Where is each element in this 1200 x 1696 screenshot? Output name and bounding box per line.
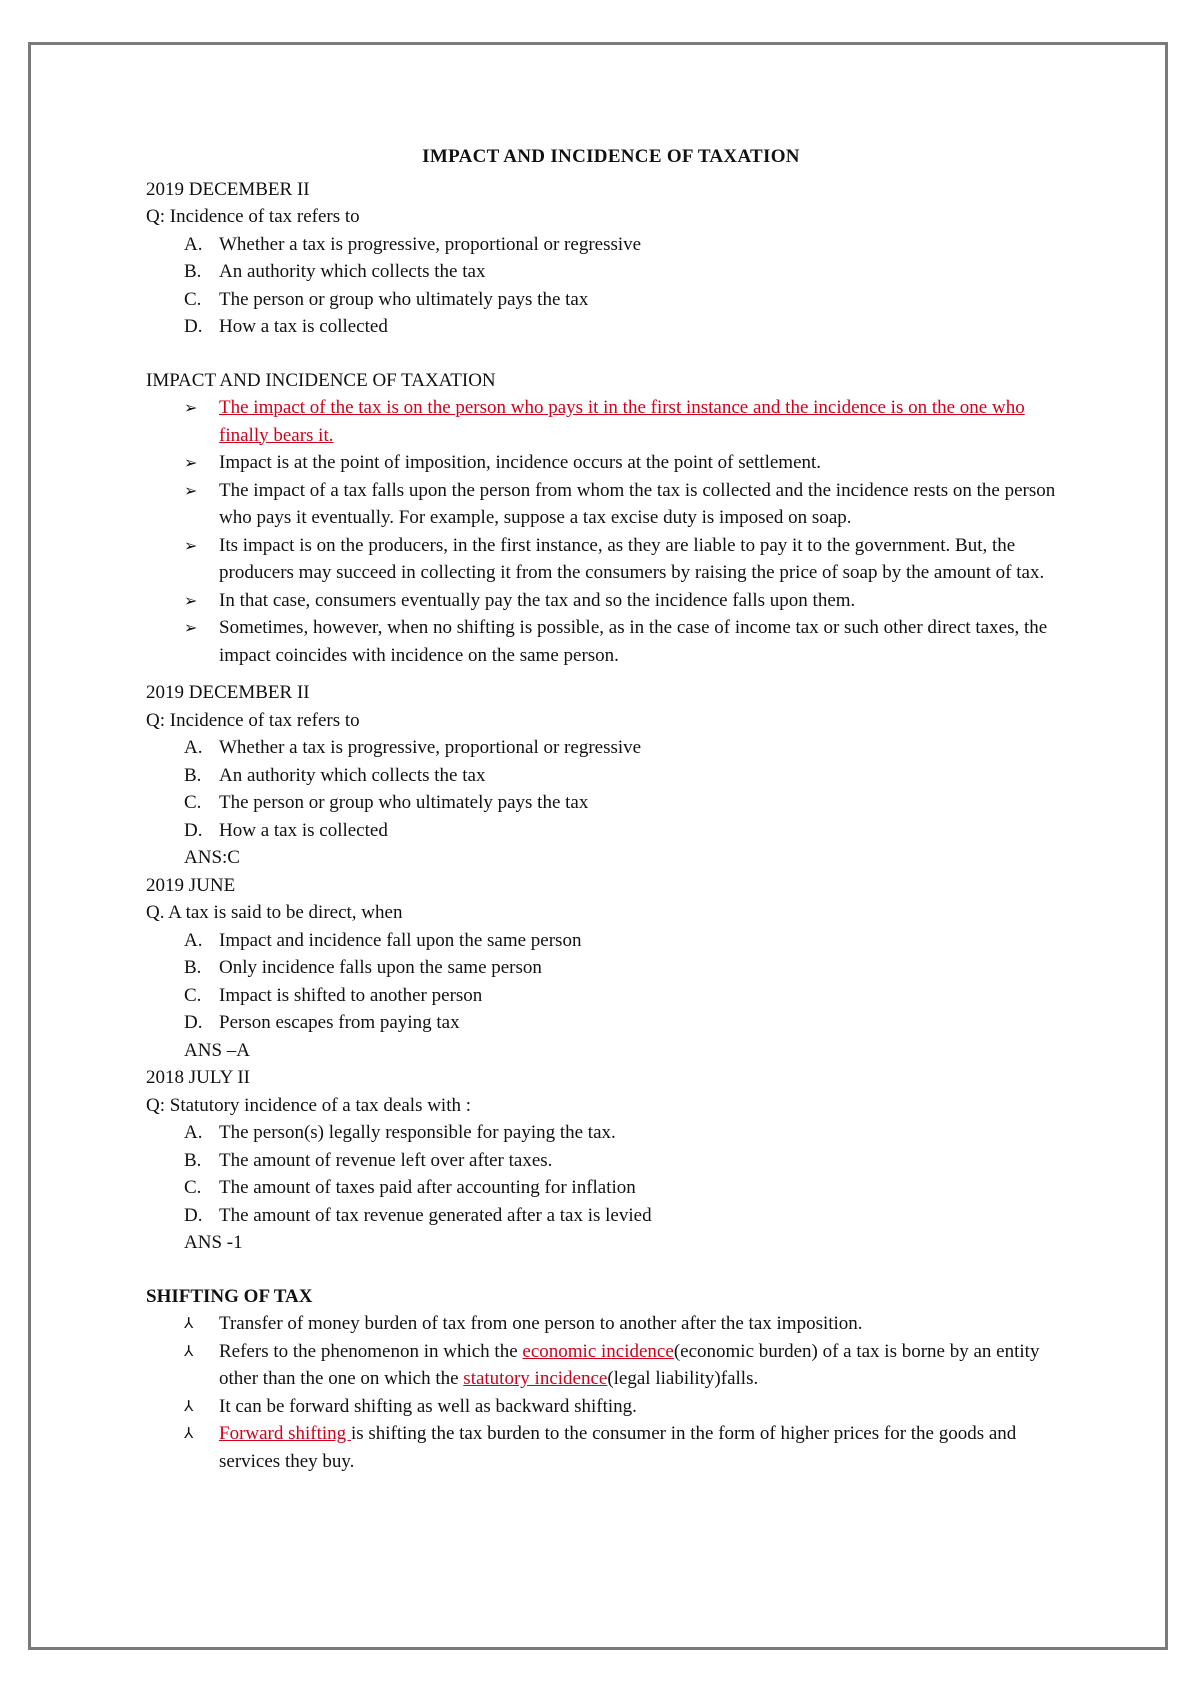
bullet-item (146, 1393, 1076, 1421)
option-b (146, 954, 1076, 982)
option-text: Whether a tax is progressive, proportional or regressive (219, 233, 642, 255)
arrowhead-bullet-icon: ➢ (184, 618, 198, 637)
section-heading: SHIFTING OF TAX (146, 1285, 313, 1307)
bullet-item (146, 1310, 1076, 1338)
option-letter: C. (184, 1177, 202, 1198)
bullet-text: The impact of a tax falls upon the person from whom the tax is collected and the incidence rests on the person who pays it eventually. For example, suppose a tax excise duty is imposed on soap. (219, 479, 1056, 528)
bullet-item (146, 1420, 1076, 1475)
option-text: The person or group who ultimately pays the tax (219, 288, 589, 310)
question-text: Q: Statutory incidence of a tax deals with : (146, 1094, 472, 1116)
bullet-text-part: (legal liability)falls. (607, 1368, 759, 1389)
bullet-text: It can be forward shifting as well as backward shifting. (219, 1395, 637, 1417)
option-letter: D. (184, 819, 203, 841)
option-letter: D. (184, 1012, 203, 1033)
bullet-item (146, 394, 1076, 449)
option-text: Person escapes from paying tax (219, 1012, 460, 1033)
bullet-text (219, 1338, 1076, 1393)
bullet-text: Its impact is on the producers, in the first instance, as they are liable to pay it to the government. But, the producers may succeed in collecting it from the consumers by raising the price of soap by the amount of tax. (219, 534, 1045, 583)
bullet-text-part: (economic burden) of a tax is borne by an entity other than the one on which the (219, 1340, 1040, 1389)
option-text: Impact and incidence fall upon the same person (219, 929, 582, 951)
statutory-incidence-link[interactable]: statutory incidence (463, 1368, 608, 1389)
option-text: Only incidence falls upon the same person (219, 957, 542, 978)
question-year: 2019 DECEMBER II (146, 178, 310, 200)
option-text: The person(s) legally responsible for paying the tax. (219, 1122, 616, 1143)
option-a (146, 734, 1076, 762)
arrowhead-bullet-icon: ➢ (184, 535, 198, 555)
option-letter: C. (184, 288, 202, 310)
question-year: 2018 JULY II (146, 1067, 250, 1088)
economic-incidence-link[interactable]: economic incidence (522, 1340, 674, 1362)
option-c (146, 286, 1076, 314)
page-title: IMPACT AND INCIDENCE OF TAXATION (422, 146, 800, 167)
option-text: How a tax is collected (219, 819, 388, 841)
bullet-item (146, 449, 1076, 477)
question-text: Q: Incidence of tax refers to (146, 206, 360, 227)
option-b (146, 258, 1076, 286)
option-a (146, 1119, 1076, 1147)
tripod-bullet-icon: ⅄ (184, 1341, 194, 1360)
forward-shifting-link[interactable]: Forward shifting (219, 1423, 351, 1444)
option-text: Whether a tax is progressive, proportional or regressive (219, 737, 642, 758)
bullet-item (146, 587, 1076, 615)
option-text: An authority which collects the tax (219, 261, 486, 282)
option-c (146, 982, 1076, 1010)
option-letter: A. (184, 1122, 203, 1143)
option-letter: C. (184, 984, 202, 1006)
option-letter: D. (184, 1204, 203, 1226)
question-text: Q: Incidence of tax refers to (146, 709, 360, 731)
document-body (146, 143, 1076, 1475)
bullet-item (146, 477, 1076, 532)
option-letter: B. (184, 957, 202, 978)
tripod-bullet-icon: ⅄ (184, 1314, 194, 1332)
option-text: The person or group who ultimately pays the tax (219, 792, 589, 813)
option-d (146, 1009, 1076, 1037)
bullet-text: Transfer of money burden of tax from one person to another after the tax imposition. (219, 1313, 863, 1334)
tripod-bullet-icon: ⅄ (184, 1424, 194, 1442)
option-text: The amount of tax revenue generated after a tax is levied (219, 1204, 652, 1226)
option-d (146, 313, 1076, 341)
option-text: How a tax is collected (219, 316, 388, 337)
bullet-item (146, 532, 1076, 587)
bullet-text-part: Refers to the phenomenon in which the (219, 1340, 523, 1362)
option-letter: A. (184, 233, 203, 255)
option-letter: C. (184, 792, 202, 813)
arrowhead-bullet-icon: ➢ (184, 480, 198, 500)
option-a (146, 231, 1076, 259)
impact-bullet-list (146, 394, 1076, 669)
arrowhead-bullet-icon: ➢ (184, 590, 198, 610)
arrowhead-bullet-icon: ➢ (184, 453, 198, 472)
question-year: 2019 JUNE (146, 874, 236, 896)
arrowhead-bullet-icon: ➢ (184, 398, 198, 417)
bullet-text: Sometimes, however, when no shifting is possible, as in the case of income tax or such other direct taxes, the impact coincides with incidence on the same person. (219, 617, 1048, 666)
tripod-bullet-icon: ⅄ (184, 1396, 194, 1415)
option-d (146, 817, 1076, 845)
option-text: An authority which collects the tax (219, 764, 486, 786)
option-d (146, 1202, 1076, 1230)
bullet-text: Impact is at the point of imposition, incidence occurs at the point of settlement. (219, 452, 822, 473)
option-text: The amount of taxes paid after accounting for inflation (219, 1177, 636, 1198)
option-letter: D. (184, 316, 203, 337)
question-year: 2019 DECEMBER II (146, 682, 310, 703)
option-letter: B. (184, 1149, 202, 1171)
option-a (146, 927, 1076, 955)
bullet-text (219, 1420, 1076, 1475)
bullet-item (146, 1338, 1076, 1393)
bullet-text: The impact of the tax is on the person who pays it in the first instance and the incidence is on the one who finally bears it. (219, 397, 1025, 446)
answer-text: ANS -1 (184, 1232, 243, 1253)
answer-text: ANS:C (184, 847, 240, 868)
answer-text: ANS –A (184, 1039, 250, 1061)
option-b (146, 762, 1076, 790)
option-letter: B. (184, 261, 202, 282)
shifting-bullet-list (146, 1310, 1076, 1475)
bullet-text: In that case, consumers eventually pay the tax and so the incidence falls upon them. (219, 589, 856, 611)
question-text: Q. A tax is said to be direct, when (146, 902, 403, 923)
option-text: Impact is shifted to another person (219, 984, 483, 1006)
option-letter: A. (184, 929, 203, 951)
section-heading: IMPACT AND INCIDENCE OF TAXATION (146, 369, 496, 391)
option-c (146, 789, 1076, 817)
bullet-text-part: is shifting the tax burden to the consumer in the form of higher prices for the goods and services they buy. (219, 1423, 1017, 1472)
option-letter: B. (184, 764, 202, 786)
bullet-item (146, 614, 1076, 669)
option-letter: A. (184, 737, 203, 758)
option-b (146, 1147, 1076, 1175)
option-text: The amount of revenue left over after taxes. (219, 1149, 553, 1171)
option-c (146, 1174, 1076, 1202)
